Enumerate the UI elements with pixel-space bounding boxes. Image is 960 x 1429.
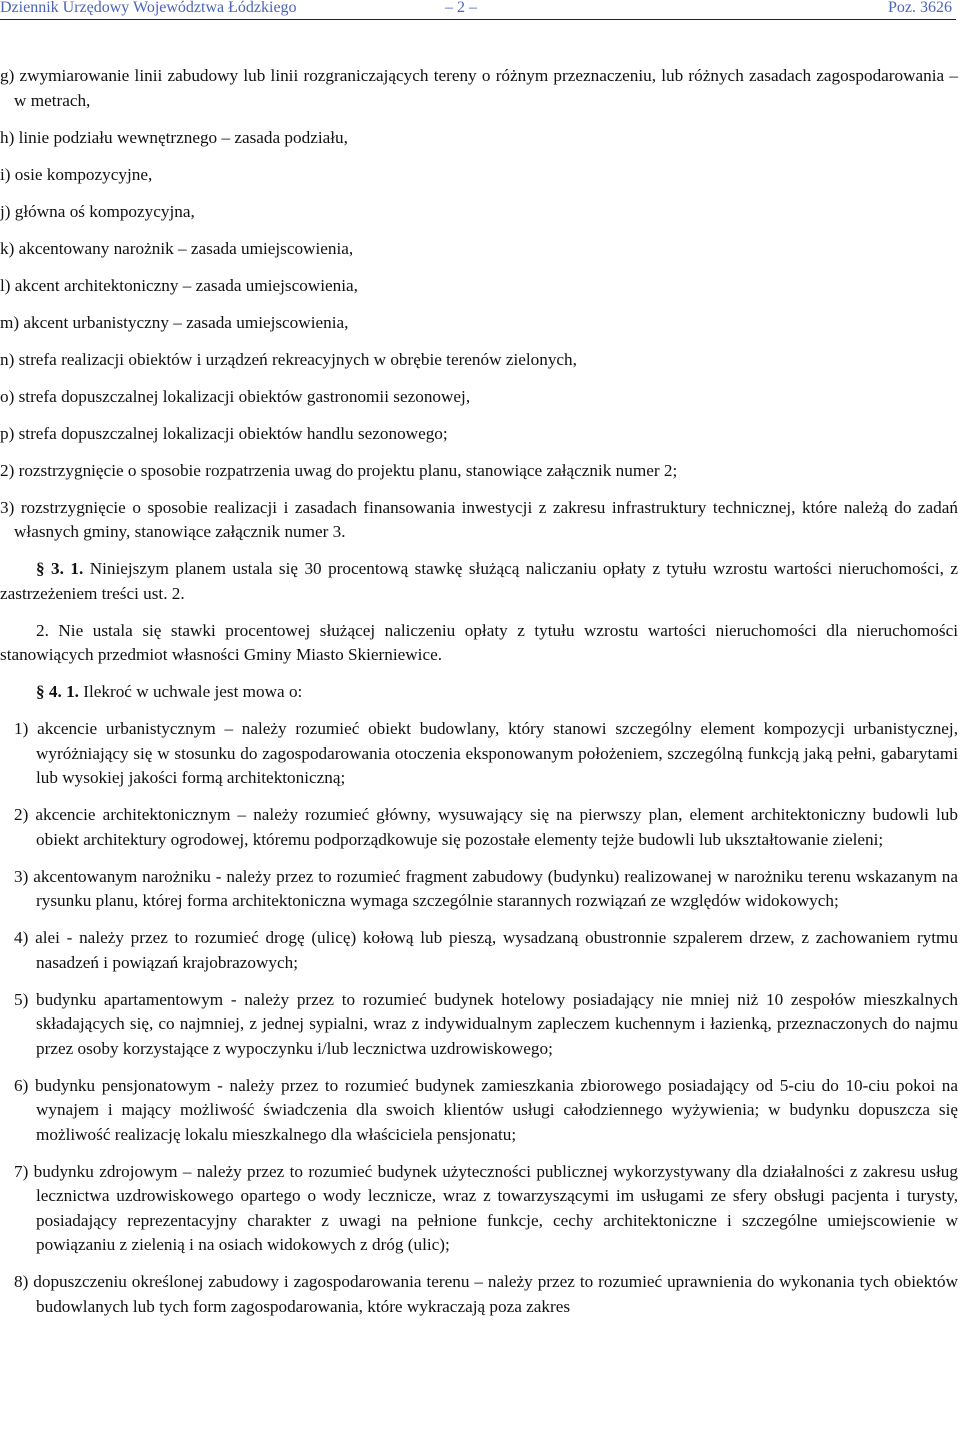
item-n: n) strefa realizacji obiektów i urządzeń rekreacyjnych w obrębie terenów zielonych, [0, 349, 577, 369]
section-4-paragraph-1 [0, 680, 958, 705]
definition-5: 5) budynku apartamentowym - należy przez to rozumieć budynek hotelowy posiadający nie mniej niż 10 zespołów mieszkalnych składających się, co najmniej, z jednej sypialni, wraz z indywidualnym zapleczem kuchennym i łazienką, przeznaczonych do najmu przez osoby korzystające z wypoczynku i/lub lecznictwa uzdrowiskowego; [14, 989, 958, 1058]
page-number: – 2 – [445, 0, 477, 16]
item-l: l) akcent architektoniczny – zasada umiejscowienia, [0, 275, 358, 295]
item-o: o) strefa dopuszczalnej lokalizacji obiektów gastronomii sezonowej, [0, 386, 471, 406]
item-k: k) akcentowany narożnik – zasada umiejscowienia, [0, 238, 354, 258]
journal-title: Dziennik Urzędowy Województwa Łódzkiego [0, 0, 297, 16]
section-3-text: Niniejszym planem ustala się 30 procentową stawkę służącą naliczaniu opłaty z tytułu wzrostu wartości nieruchomości, z zastrzeżeniem treści ust. 2. [0, 559, 958, 603]
item-j: j) główna oś kompozycyjna, [0, 201, 195, 221]
definition-3: 3) akcentowanym narożniku - należy przez to rozumieć fragment zabudowy (budynku) realizowanej w narożniku terenu wskazanym na rysunku planu, której forma architektoniczna wymaga szczególnie starannych rozwiązań ze względów widokowych; [14, 866, 958, 910]
definition-1: 1) akcencie urbanistycznym – należy rozumieć obiekt budowlany, który stanowi szczególny element kompozycji urbanistycznej, wyróżniający się w stosunku do zagospodarowania otoczenia eksponowanym położeniem, szczególną funkcją jaką pełni, gabarytami lub wysokiej jakości formą architektoniczną; [14, 719, 958, 787]
section-3-paragraph-2: 2. Nie ustala się stawki procentowej służącej naliczeniu opłaty z tytułu wzrostu wartości nieruchomości dla nieruchomości stanowiących przedmiot własności Gminy Miasto Skierniewice. [0, 620, 958, 664]
section-3-paragraph-1 [0, 557, 958, 606]
definition-4: 4) alei - należy przez to rozumieć drogę (ulicę) kołową lub pieszą, wysadzaną obustronnie szpalerem drzew, z zachowaniem rytmu nasadzeń i powiązań krajobrazowych; [14, 928, 958, 972]
item-p: p) strefa dopuszczalnej lokalizacji obiektów handlu sezonowego; [0, 423, 448, 443]
definition-8: 8) dopuszczeniu określonej zabudowy i zagospodarowania terenu – należy przez to rozumieć uprawnienia do wykonania tych obiektów budowlanych lub tych form zagospodarowania, które wykraczają poza zakres [14, 1272, 958, 1316]
definition-7: 7) budynku zdrojowym – należy przez to rozumieć budynek użyteczności publicznej wykorzystywany dla działalności z zakresu usług lecznictwa uzdrowiskowego opartego o wody lecznicze, wraz z towarzyszącymi im usługami ze sfery obsługi pacjenta i turysty, posiadający reprezentacyjny charakter z uwagi na pełnione funkcje, cechy architektoniczne i szczególne umiejscowienie w powiązaniu z zielenią i na osiach widokowych z dróg (ulic); [14, 1161, 958, 1254]
point-2: 2) rozstrzygnięcie o sposobie rozpatrzenia uwag do projektu planu, stanowiące załącznik numer 2; [0, 460, 678, 480]
item-h: h) linie podziału wewnętrznego – zasada podziału, [0, 127, 348, 147]
item-i: i) osie kompozycyjne, [0, 164, 153, 184]
page-header [0, 0, 956, 20]
section-4-mark: § 4. 1. [36, 682, 79, 701]
item-m: m) akcent urbanistyczny – zasada umiejscowienia, [0, 312, 349, 332]
definition-2: 2) akcencie architektonicznym – należy rozumieć główny, wysuwający się na pierwszy plan, element architektoniczny budowli lub obiekt architektury ogrodowej, któremu podporządkowuje się pozostałe elementy tejże budowli lub ukształtowanie zieleni; [14, 805, 958, 849]
document-body [0, 64, 958, 1319]
item-g: g) zwymiarowanie linii zabudowy lub linii rozgraniczających tereny o różnym przeznaczeniu, lub różnych zasadach zagospodarowania – w metrach, [0, 66, 958, 110]
point-3: 3) rozstrzygnięcie o sposobie realizacji i zasadach finansowania inwestycji z zakresu infrastruktury technicznej, które należą do zadań własnych gminy, stanowiące załącznik numer 3. [0, 497, 958, 541]
position-number: Poz. 3626 [888, 0, 952, 16]
definition-6: 6) budynku pensjonatowym - należy przez to rozumieć budynek zamieszkania zbiorowego posiadający od 5-ciu do 10-ciu pokoi na wynajem i mający możliwość świadczenia dla swoich klientów usługi całodziennego wyżywienia; w budynku dopuszcza się możliwość realizację lokalu mieszkalnego dla właściciela pensjonatu; [14, 1075, 958, 1144]
section-4-text: Ilekroć w uchwale jest mowa o: [78, 682, 303, 701]
section-3-mark: § 3. 1. [36, 559, 84, 578]
